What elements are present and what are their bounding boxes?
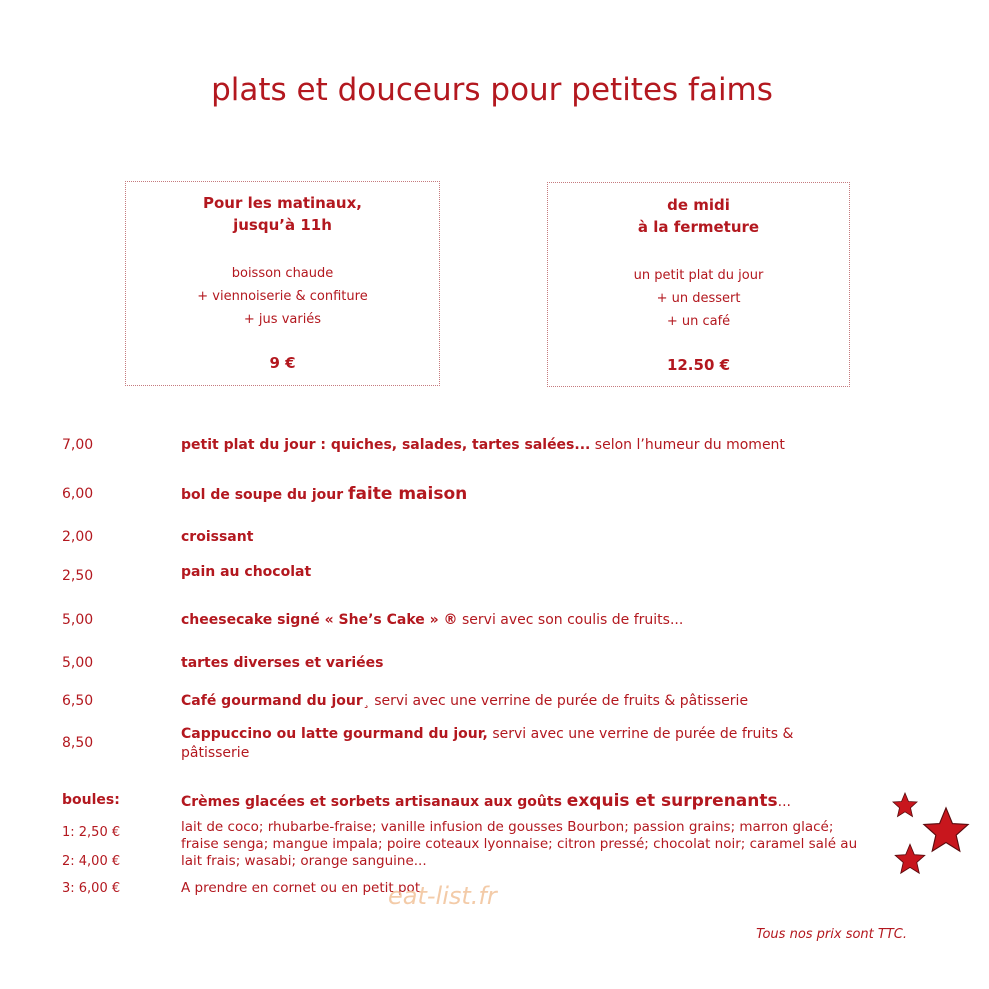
page-title: plats et douceurs pour petites faims xyxy=(211,72,773,108)
menu-item xyxy=(181,611,861,630)
star-icon xyxy=(922,806,970,854)
menu-item-description: ¸ servi avec une verrine de purée de fruits & pâtisserie xyxy=(362,693,749,709)
lunch-formula-item: un petit plat du jour xyxy=(633,268,764,283)
menu-item-price: 8,50 xyxy=(62,735,94,751)
lunch-formula-heading-line2: à la fermeture xyxy=(637,218,760,236)
menu-item xyxy=(181,692,861,711)
menu-item-description: selon l’humeur du moment xyxy=(590,437,785,453)
menu-item-price: 7,00 xyxy=(62,437,94,453)
menu-item-name: petit plat du jour : quiches, salades, tartes salées... xyxy=(181,437,591,453)
lunch-formula-price: 12.50 € xyxy=(666,356,731,374)
ice-cream-heading-ellipsis: ... xyxy=(777,794,791,810)
watermark: eat-list.fr xyxy=(388,882,497,910)
menu-item-description: servi avec une verrine de purée de fruits & pâtisserie xyxy=(181,726,794,761)
menu-item xyxy=(181,654,861,673)
menu-item-price: 2,50 xyxy=(62,568,94,584)
menu-item-name: Cappuccino ou latte gourmand du jour, xyxy=(181,726,488,742)
ice-cream-heading-text: Crèmes glacées et sorbets artisanaux aux goûts xyxy=(181,794,567,810)
scoop-price: 3: 6,00 € xyxy=(62,881,121,896)
menu-item xyxy=(181,725,851,763)
lunch-formula-item: + un café xyxy=(666,314,731,329)
menu-item-name: tartes diverses et variées xyxy=(181,655,384,671)
breakfast-formula-item: + viennoiserie & confiture xyxy=(197,289,368,304)
breakfast-formula-box xyxy=(125,181,440,386)
menu-item-name: Café gourmand du jour xyxy=(181,693,363,709)
breakfast-formula-heading-line2: jusqu’à 11h xyxy=(233,216,332,234)
menu-item-name: bol de soupe du jour xyxy=(181,487,349,503)
lunch-formula-heading-line1: de midi xyxy=(667,196,730,214)
scoop-price: 2: 4,00 € xyxy=(62,854,121,869)
menu-item-name: cheesecake signé « She’s Cake » ® xyxy=(181,612,458,628)
prices-note: Tous nos prix sont TTC. xyxy=(756,927,907,942)
menu-item xyxy=(181,528,861,547)
menu-item-price: 5,00 xyxy=(62,655,94,671)
ice-cream-heading xyxy=(181,792,861,812)
menu-item-name: pain au chocolat xyxy=(181,564,312,580)
lunch-formula-box xyxy=(547,182,850,387)
menu-item-name: croissant xyxy=(181,529,254,545)
lunch-formula-item: + un dessert xyxy=(656,291,741,306)
menu-item xyxy=(181,563,861,582)
menu-item xyxy=(181,485,861,505)
menu-item-price: 6,50 xyxy=(62,693,94,709)
star-icon xyxy=(894,843,926,875)
menu-item-price: 6,00 xyxy=(62,486,94,502)
breakfast-formula-price: 9 € xyxy=(269,354,296,372)
ice-cream-serving-note: A prendre en cornet ou en petit pot xyxy=(181,880,421,896)
menu-item-description: servi avec son coulis de fruits... xyxy=(457,612,684,628)
scoop-price: 1: 2,50 € xyxy=(62,825,121,840)
menu-item xyxy=(181,436,861,455)
breakfast-formula-heading-line1: Pour les matinaux, xyxy=(203,194,362,212)
menu-item-name-emphasis: faite maison xyxy=(348,484,468,504)
breakfast-formula-item: boisson chaude xyxy=(231,266,334,281)
menu-item-price: 5,00 xyxy=(62,612,94,628)
breakfast-formula-item: + jus variés xyxy=(243,312,322,327)
scoops-label: boules: xyxy=(62,792,120,808)
ice-cream-heading-emphasis: exquis et surprenants xyxy=(566,791,778,811)
menu-item-price: 2,00 xyxy=(62,529,94,545)
ice-cream-flavors: lait de coco; rhubarbe-fraise; vanille infusion de gousses Bourbon; passion grains; marron glacé; fraise senga; mangue impala; poire coteaux lyonnaise; citron pressé; chocolat noir; caramel salé au lait frais; wasabi; orange sanguine... xyxy=(181,819,858,869)
star-icon xyxy=(892,792,918,818)
